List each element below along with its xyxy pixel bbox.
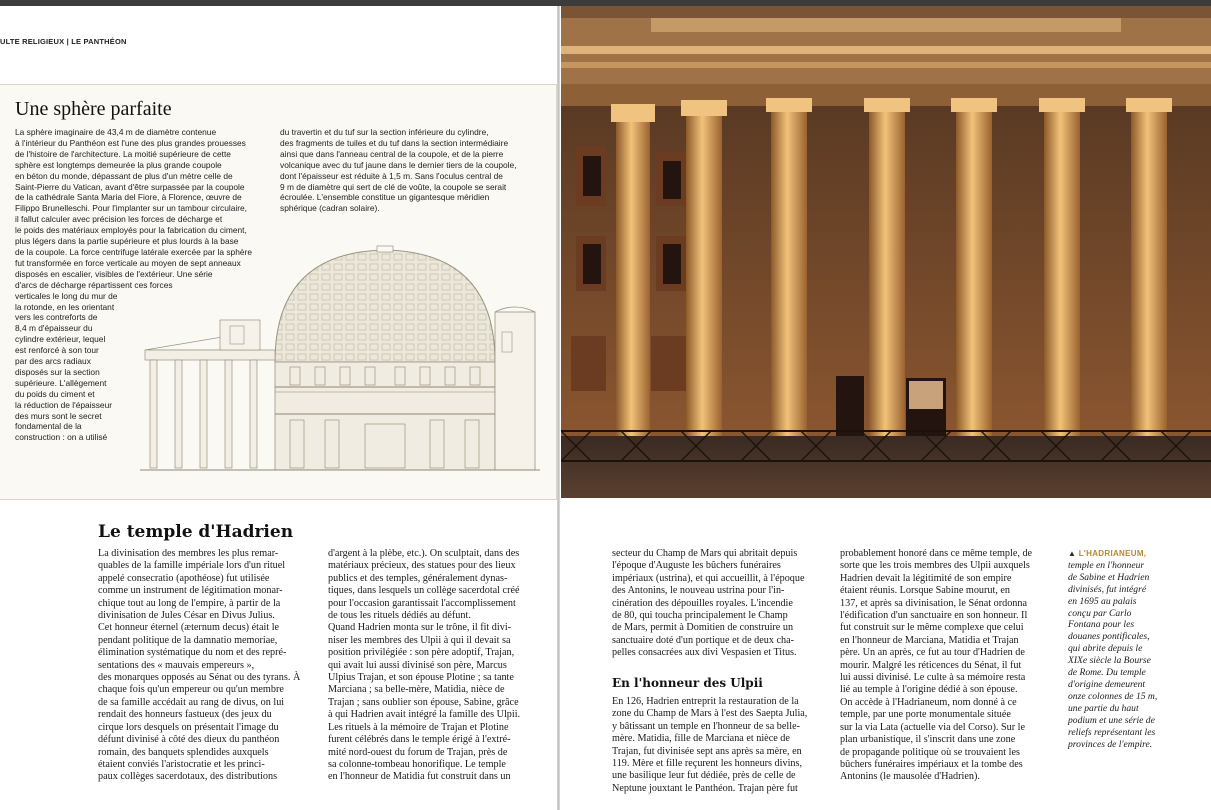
article-text-line: paux collèges sacerdotaux, des distributions	[98, 771, 278, 783]
article-text-line: Ulpius Trajan, et son épouse Plotine ; sa tante	[328, 672, 514, 684]
article-text-line: y bâtissant un temple en l'honneur de sa belle-	[612, 720, 800, 732]
caption-line: d'origine demeurent	[1068, 678, 1146, 690]
article-text-line: élimination systématique du nom et des repré-	[98, 647, 287, 659]
article-text-line: de 80, qui toucha principalement le Champ	[612, 610, 788, 622]
caption-label: L'HADRIANEUM,	[1078, 549, 1147, 558]
article-text-line: étaient réunis. Lorsque Sabine mourut, en	[840, 585, 1011, 597]
article-text-line: étaient conviés l'aristocratie et les princi-	[98, 758, 265, 770]
caption-line: de Sabine et Hadrien	[1068, 571, 1150, 583]
box-text-line: le poids des matériaux employés pour la fabrication du ciment,	[15, 225, 247, 236]
article-text-line: cinération des dépouilles royales. L'incendie	[612, 597, 793, 609]
article-text-line: Quand Hadrien monta sur le trône, il fit divi-	[328, 622, 512, 634]
box-text-line: sphérique (cadran solaire).	[280, 203, 380, 214]
box-text-line: des murs sont le secret	[15, 410, 102, 421]
article-text-line: chaque fois qu'un empereur ou qu'un membre	[98, 684, 284, 696]
article-text-line: La divinisation des membres les plus remar-	[98, 548, 279, 559]
article-text-line: des monarques opposés au Sénat ou des tyrans. À	[98, 672, 301, 684]
box-text-line: supérieure. L'allègement	[15, 377, 107, 388]
box-text-line: cylindre extérieur, lequel	[15, 334, 106, 345]
box-text-line: disposés en escalier, visibles de l'extérieur. Une série	[15, 268, 213, 279]
article-text-line: chique tout au long de l'empire, à partir de la	[98, 597, 281, 609]
box-text-line: disposés sur la section	[15, 366, 100, 377]
box-title: Une sphère parfaite	[15, 98, 172, 120]
article-text-line: En 126, Hadrien entreprit la restauration de la	[612, 696, 799, 707]
article-text-line: une basilique leur fut dédiée, près de celle de	[612, 770, 796, 782]
box-text-line: de la cathédrale Santa Maria del Fiore, à Florence, œuvre de	[15, 192, 242, 203]
article-text-line: divinisation de Jules César en Divus Julius.	[98, 610, 275, 622]
caption-line: conçu par Carlo	[1068, 607, 1132, 619]
article-column-4	[840, 548, 1032, 784]
article-text-line: l'époque d'Auguste les bûchers funéraires	[612, 560, 781, 572]
article-text-line: Antonins (le mausolée d'Hadrien).	[840, 771, 980, 783]
box-text-line: la réduction de l'épaisseur	[15, 399, 113, 410]
article-text-line: Neptune jouxtant le Panthéon. Trajan père fut	[612, 782, 798, 794]
article-text-line: pour l'occasion garantissait l'accomplissement	[328, 597, 516, 609]
article-text-line: probablement honoré dans ce même temple, de	[840, 548, 1033, 559]
box-text-line: des fragments de tuiles et du tuf dans la section intermédiaire	[280, 137, 509, 148]
caption-heading	[1068, 548, 1157, 560]
box-text-line: la rotonde, en les orientant	[15, 301, 115, 312]
article-text-line: Trajan ; sans oublier son épouse, Sabine, grâce	[328, 696, 519, 708]
caption-line: une partie du haut	[1068, 702, 1139, 714]
article-text-line: en l'honneur de Matidia fut construit dans un	[328, 771, 511, 783]
article-text-line: 137, et après sa divinisation, le Sénat ordonna	[840, 597, 1028, 609]
article-text-line: d'argent à la plèbe, etc.). On sculptait, dans des	[328, 548, 520, 559]
caption-line: de Rome. Du temple	[1068, 667, 1146, 679]
box-text-line: fondamental de la	[15, 421, 82, 432]
article-title: Le temple d'Hadrien	[98, 522, 294, 542]
article-text-line: publics et des temples, généralement dynas-	[328, 572, 508, 584]
caption-line: Fontana pour les	[1068, 619, 1135, 631]
article-text-line: furent célébrés dans le temple érigé à l'extré-	[328, 734, 511, 746]
article-text-line: à qui Hadrien avait intégré la famille des Ulpii.	[328, 709, 521, 721]
running-header: ULTE RELIGIEUX | LE PANTHÉON	[0, 37, 127, 46]
article-text-line: zone du Champ de Mars à l'est des Saepta Julia,	[612, 708, 808, 720]
article-text-line: cirque lors desquels on présentait l'image du	[98, 721, 279, 733]
article-text-line: Les rituels à la mémoire de Trajan et Plotine	[328, 721, 509, 733]
article-text-line: de sa famille accédait au rang de divus, on lui	[98, 696, 285, 708]
box-text-line: de l'histoire de l'architecture. La moitié supérieure de cette	[15, 148, 231, 159]
caption-lines	[1068, 560, 1157, 751]
article-column-2	[328, 548, 520, 784]
article-text-line: quables de la famille impériale lors d'un rituel	[98, 560, 286, 572]
article-text-line: On accède à l'Hadrianeum, nom donné à ce	[840, 696, 1017, 708]
article-text-line: sur la via Lata (actuelle via del Corso). Sur le	[840, 721, 1026, 733]
triangle-up-icon: ▲	[1068, 549, 1077, 558]
article-text-line: position privilégiée : son père adoptif, Trajan,	[328, 647, 515, 659]
article-text-line: père. Un an après, ce fut au tour d'Hadrien de	[840, 647, 1025, 659]
caption-line: en 1695 au palais	[1068, 595, 1137, 607]
article-text-line: impériaux (ustrina), et qui accueillit, à l'époque	[612, 572, 805, 584]
caption-line: provinces de l'empire.	[1068, 738, 1153, 750]
article-text-line: romain, des banquets splendides auxquels	[98, 746, 269, 758]
box-text-line: construction : on a utilisé	[15, 432, 108, 443]
caption-line: douanes pontificales,	[1068, 631, 1150, 643]
article-subhead: En l'honneur des Ulpii	[612, 676, 763, 690]
article-text-line: Trajan, fut divinisée sept ans après sa mère, en	[612, 745, 802, 757]
page-spine	[557, 6, 560, 810]
box-text-line: vers les contreforts de	[15, 312, 98, 323]
article-text-line: sanctuaire doté d'un portique et de deux cha-	[612, 634, 795, 646]
box-text-line: Saint-Pierre du Vatican, avant d'être surpassée par la coupole	[15, 181, 245, 192]
article-text-line: Hadrien devait la légitimité de son empire	[840, 572, 1012, 584]
article-text-line: lui aussi divinisé. Le culte à sa mémoire resta	[840, 672, 1026, 684]
caption-line: reliefs représentant les	[1068, 726, 1156, 738]
box-text-line: volcanique avec du tuf jaune dans le dernier tiers de la coupole,	[280, 159, 517, 170]
article-text-line: fut construit sur le même complexe que celui	[840, 622, 1024, 634]
box-text-line: 9 m de diamètre qui sert de clé de voûte, la coupole se serait	[280, 181, 507, 192]
box-text-line: de la coupole. La force centrifuge latérale exercée par la sphère	[15, 246, 252, 257]
article-text-line: temple, par une porte monumentale située	[840, 709, 1011, 721]
article-text-line: Cet honneur éternel (æternum decus) était le	[98, 622, 280, 634]
caption-line: onze colonnes de 15 m,	[1068, 690, 1158, 702]
article-text-line: secteur du Champ de Mars qui abritait depuis	[612, 548, 798, 559]
hadrianeum-photo	[561, 6, 1211, 498]
article-column-3-bottom	[612, 696, 807, 795]
box-text-line: à l'intérieur du Panthéon est l'une des plus grandes prouesses	[15, 137, 246, 148]
article-text-line: matériaux précieux, des statues pour des lieux	[328, 560, 516, 572]
box-text-line: par des arcs radiaux	[15, 356, 91, 367]
photo-caption	[1068, 548, 1157, 750]
article-text-line: comme un instrument de légitimation monar-	[98, 585, 283, 597]
article-text-line: bûchers funéraires impériaux et la tombe des	[840, 758, 1023, 770]
box-text-line: est renforcé à son tour	[15, 345, 99, 356]
article-text-line: mité nord-ouest du forum de Trajan, près de	[328, 746, 508, 758]
box-text-line: du travertin et du tuf sur la section inférieure du cylindre,	[280, 127, 489, 137]
article-text-line: niser les membres des Ulpii à qui il devait sa	[328, 634, 511, 646]
box-text-line: il fallut calculer avec précision les forces de décharge et	[15, 214, 223, 225]
caption-line: divinisés, fut intégré	[1068, 583, 1147, 595]
box-column-2	[280, 127, 517, 214]
article-text-line: de propagande politique où se trouvaient les	[840, 746, 1020, 758]
box-text-line: ainsi que dans l'anneau central de la coupole, et de la pierre	[280, 148, 504, 159]
article-text-line: 119. Mère et fille reçurent les honneurs divins,	[612, 758, 803, 770]
article-column-1	[98, 548, 300, 784]
article-text-line: tiques, dans lesquels un collège sacerdotal créé	[328, 585, 520, 597]
box-text-line: écroulée. L'ensemble constitue un gigantesque méridien	[280, 192, 490, 203]
article-text-line: sentations des « mauvais empereurs »,	[98, 659, 255, 671]
article-column-3-top	[612, 548, 805, 660]
caption-line: podium et une série de	[1068, 714, 1155, 726]
article-text-line: sorte que les trois membres des Ulpii auxquels	[840, 560, 1030, 572]
article-text-line: pendant politique de la damnatio memoriae,	[98, 634, 278, 646]
box-text-line: sphère est longtemps demeurée la plus grande coupole	[15, 159, 222, 170]
box-text-line: en béton du monde, dépassant de plus d'un mètre celle de	[15, 170, 233, 181]
box-text-line: plus légers dans la partie supérieure et plus lourds à la base	[15, 236, 239, 247]
article-text-line: rendait des honneurs fastueux (des jeux du	[98, 709, 272, 721]
box-text-line: dont l'épaisseur est réduite à 1,5 m. Sans l'oculus central de	[280, 170, 503, 181]
article-text-line: l'édification d'un sanctuaire en son honneur. Il	[840, 610, 1028, 622]
box-text-line: La sphère imaginaire de 43,4 m de diamètre contenue	[15, 127, 217, 137]
caption-line: XIXe siècle la Bourse	[1068, 655, 1151, 667]
box-text-line: d'arcs de décharge répartissent ces forces	[15, 279, 173, 290]
pantheon-section-illustration	[140, 242, 540, 474]
article-text-line: pelles consacrées aux divi Vespasien et Titus.	[612, 647, 797, 659]
article-text-line: plan urbanistique, il s'inscrit dans une zone	[840, 734, 1016, 746]
article-text-line: de Mars, permit à Domitien de construire un	[612, 622, 794, 634]
article-text-line: de tous les rituels dédiés au défunt.	[328, 610, 471, 622]
article-text-line: sa colonne-tombeau honorifique. Le temple	[328, 758, 506, 770]
article-text-line: mourir. Malgré les réticences du Sénat, il fut	[840, 659, 1022, 671]
article-text-line: Marciana ; sa belle-mère, Matidia, nièce de	[328, 684, 505, 696]
box-text-line: verticales le long du mur de	[15, 290, 118, 301]
article-text-line: qui avait lui aussi divinisé son père, Marcus	[328, 659, 507, 671]
box-text-line: Filippo Brunelleschi. Pour l'implanter sur un tambour circulaire,	[15, 203, 248, 214]
box-text-line: 8,4 m d'épaisseur du	[15, 323, 93, 334]
article-text-line: mère. Matidia, fille de Marciana et nièce de	[612, 733, 790, 745]
box-text-line: fut transformée en force verticale au moyen de sept anneaux	[15, 257, 241, 268]
caption-line: temple en l'honneur	[1068, 559, 1145, 571]
article-text-line: défunt divinisé à côté des dieux du panthéon	[98, 734, 280, 746]
article-text-line: en l'honneur de Marciana, Matidia et Trajan	[840, 634, 1019, 646]
article-text-line: appelé consecratio (apothéose) fut utilisée	[98, 572, 270, 584]
caption-line: qui abrite depuis le	[1068, 643, 1143, 655]
article-text-line: des Antonins, le nouveau ustrina pour l'in-	[612, 585, 785, 597]
box-text-line: du poids du ciment et	[15, 388, 95, 399]
article-text-line: lié au temple à l'origine dédié à son épouse.	[840, 684, 1018, 696]
